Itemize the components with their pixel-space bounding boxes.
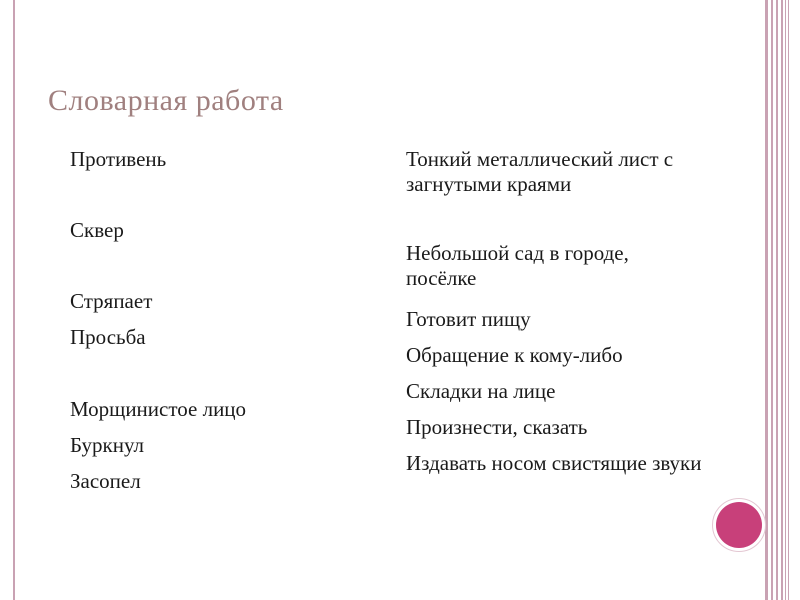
list-item [48, 433, 348, 458]
list-item [384, 379, 704, 404]
list-item [384, 343, 704, 368]
word-text: Засопел [70, 469, 141, 493]
definition-text: Обращение к кому-либо [406, 343, 623, 367]
list-item [48, 147, 348, 172]
right-stripe [785, 0, 786, 600]
definition-text: Готовит пищу [406, 307, 531, 331]
word-text: Буркнул [70, 433, 145, 457]
list-item [384, 241, 704, 291]
right-stripe [788, 0, 789, 600]
list-item [48, 469, 348, 494]
list-item [48, 397, 348, 422]
right-stripe [781, 0, 783, 600]
list-item [384, 307, 704, 332]
word-text: Морщинистое лицо [70, 397, 247, 421]
list-item [48, 218, 348, 243]
decor-circle-icon [716, 502, 762, 548]
definition-text: Небольшой сад в городе, посёлке [406, 241, 629, 290]
definition-text: Издавать носом свистящие звуки [406, 451, 702, 475]
right-stripe [765, 0, 768, 600]
word-text: Противень [70, 147, 167, 171]
list-item [384, 451, 704, 476]
definition-text: Произнести, сказать [406, 415, 588, 439]
word-text: Стряпает [70, 289, 153, 313]
right-stripe [776, 0, 778, 600]
left-border-line [13, 0, 15, 600]
definition-text: Складки на лице [406, 379, 556, 403]
list-item [384, 415, 704, 440]
list-item [48, 289, 348, 314]
word-text: Просьба [70, 325, 146, 349]
definition-text: Тонкий металлический лист с загнутыми краями [406, 147, 674, 196]
word-text: Сквер [70, 218, 124, 242]
list-item [384, 147, 704, 197]
slide-title: Словарная работа [48, 84, 284, 117]
list-item [48, 325, 348, 350]
right-stripe [771, 0, 773, 600]
